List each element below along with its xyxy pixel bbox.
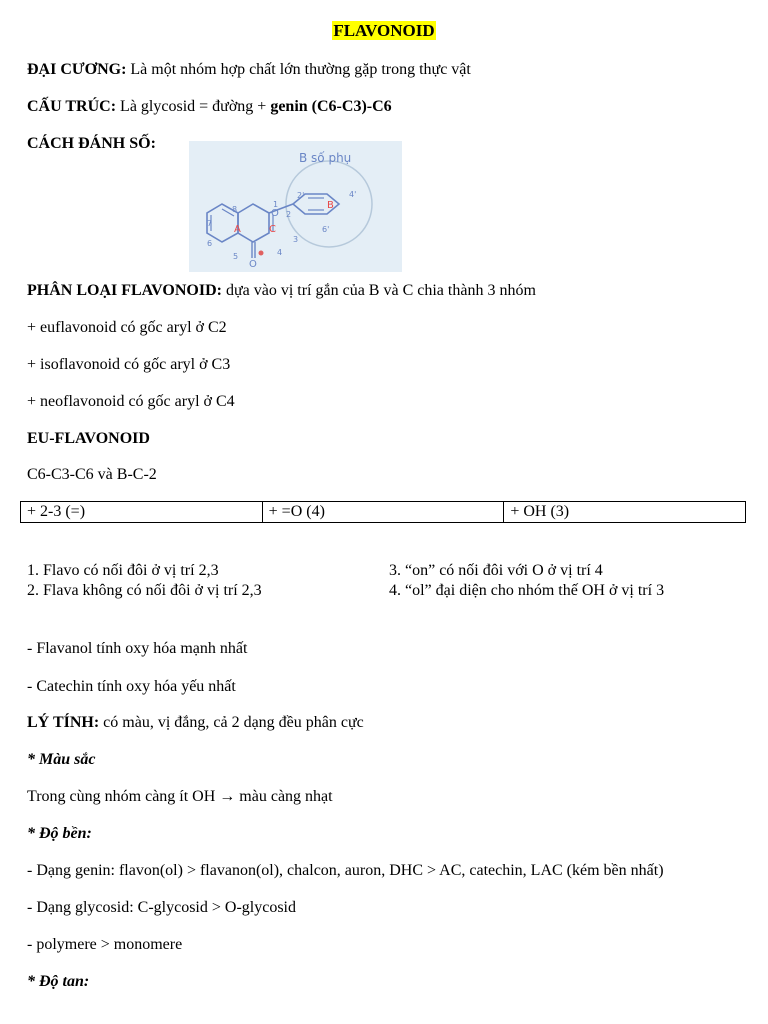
group-item-eu: + euflavonoid có gốc aryl ở C2 bbox=[27, 319, 227, 336]
ly-tinh-label: LÝ TÍNH: bbox=[27, 714, 100, 731]
ring-c-letter: C bbox=[269, 224, 276, 235]
pos-8: 8 bbox=[232, 205, 238, 214]
phan-loai-paragraph bbox=[27, 281, 536, 301]
do-ben-item: - Dạng genin: flavon(ol) > flavanon(ol), chalcon, auron, DHC > AC, catechin, LAC (kém bền nhất) bbox=[27, 862, 664, 879]
group-item-iso: + isoflavonoid có gốc aryl ở C3 bbox=[27, 356, 231, 373]
dai-cuong-label: ĐẠI CƯƠNG: bbox=[27, 61, 127, 78]
pos-5: 5 bbox=[233, 252, 239, 261]
eu-heading-text: EU-FLAVONOID bbox=[27, 430, 150, 447]
do-tan-heading-text: * Độ tan: bbox=[27, 973, 90, 990]
cau-truc-text: Là glycosid = đường + bbox=[116, 98, 271, 115]
keto-oxygen-label: O bbox=[249, 259, 257, 270]
title-row bbox=[0, 20, 768, 43]
pos-4: 4 bbox=[277, 248, 283, 257]
pos-1: 1 bbox=[273, 200, 279, 209]
phan-loai-text: dựa vào vị trí gắn của B và C chia thành 3 nhóm bbox=[221, 282, 536, 299]
do-ben-item: - polymere > monomere bbox=[27, 936, 183, 953]
pos-2: 2 bbox=[286, 210, 292, 219]
cach-danh-so-label: CÁCH ĐÁNH SỐ: bbox=[27, 135, 156, 152]
eu-formula: C6-C3-C6 và B-C-2 bbox=[27, 466, 157, 483]
mau-sac-heading-text: * Màu sắc bbox=[27, 751, 96, 768]
pos-2-prime: 2' bbox=[297, 191, 305, 200]
table-cell: + =O (4) bbox=[262, 502, 504, 523]
eu-flavonoid-heading bbox=[27, 429, 150, 449]
phan-loai-label: PHÂN LOẠI FLAVONOID: bbox=[27, 282, 222, 299]
structure-features-table bbox=[20, 501, 746, 523]
page-title: FLAVONOID bbox=[333, 21, 435, 40]
red-dot-mark bbox=[259, 251, 264, 256]
cach-danh-so-heading bbox=[27, 134, 156, 154]
table-cell: + OH (3) bbox=[504, 502, 746, 523]
pos-6-prime: 6' bbox=[322, 225, 330, 234]
ly-tinh-text: có màu, vị đắng, cả 2 dạng đều phân cực bbox=[99, 714, 364, 731]
arrow-right-icon: → bbox=[219, 788, 236, 805]
do-ben-heading-text: * Độ bền: bbox=[27, 825, 92, 842]
cau-truc-paragraph bbox=[27, 97, 392, 117]
flavone-structure-diagram bbox=[189, 141, 402, 272]
pos-3: 3 bbox=[293, 235, 299, 244]
ring-c-shape bbox=[238, 204, 269, 242]
dai-cuong-text: Là một nhóm hợp chất lớn thường gặp trong thực vật bbox=[126, 61, 471, 78]
mau-sac-heading bbox=[27, 750, 95, 770]
cau-truc-genin: genin (C6-C3)-C6 bbox=[270, 98, 392, 115]
pos-7: 7 bbox=[207, 219, 213, 228]
ring-oxygen-label: O bbox=[271, 208, 279, 219]
do-ben-heading bbox=[27, 824, 92, 844]
ring-b-letter: B bbox=[327, 200, 334, 211]
mau-sac-text-after: màu càng nhạt bbox=[235, 788, 333, 805]
pos-4-prime: 4' bbox=[349, 190, 357, 199]
table-row bbox=[21, 502, 746, 523]
oxy-item: - Flavanol tính oxy hóa mạnh nhất bbox=[27, 640, 248, 657]
oxy-item: - Catechin tính oxy hóa yếu nhất bbox=[27, 678, 236, 695]
table-cell: + 2-3 (=) bbox=[21, 502, 263, 523]
note-item: 1. Flavo có nối đôi ở vị trí 2,3 bbox=[27, 562, 219, 579]
mau-sac-paragraph bbox=[27, 787, 333, 807]
cau-truc-label: CẤU TRÚC: bbox=[27, 98, 117, 115]
note-item: 2. Flava không có nối đôi ở vị trí 2,3 bbox=[27, 582, 262, 599]
note-item: 4. “ol” đại diện cho nhóm thế OH ở vị trí 3 bbox=[389, 582, 665, 599]
mau-sac-text-before: Trong cùng nhóm càng ít OH bbox=[27, 788, 220, 805]
group-item-neo: + neoflavonoid có gốc aryl ở C4 bbox=[27, 393, 235, 410]
do-tan-heading bbox=[27, 972, 89, 992]
ring-a-letter: A bbox=[234, 224, 241, 235]
do-ben-item: - Dạng glycosid: C-glycosid > O-glycosid bbox=[27, 899, 296, 916]
flavonoid-numbering-figure bbox=[189, 141, 402, 272]
dai-cuong-paragraph bbox=[27, 60, 471, 80]
pos-6: 6 bbox=[207, 239, 213, 248]
b-so-phu-caption: B số phụ bbox=[299, 151, 352, 165]
ly-tinh-paragraph bbox=[27, 713, 364, 733]
note-item: 3. “on” có nối đôi với O ở vị trí 4 bbox=[389, 562, 603, 579]
